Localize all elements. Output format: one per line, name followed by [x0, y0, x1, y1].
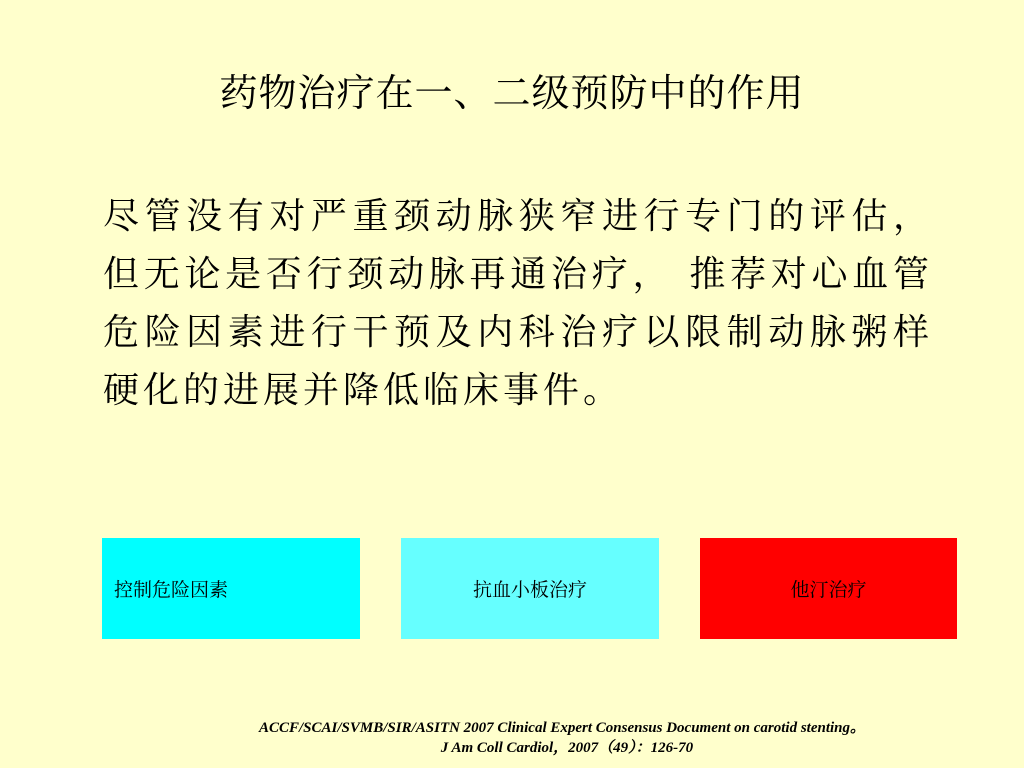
box-statin-therapy	[700, 538, 957, 639]
box-label: 控制危险因素	[114, 579, 229, 601]
box-antiplatelet-therapy	[401, 538, 659, 639]
citation-line-2: J Am Coll Cardiol，2007（49）：126-70	[440, 740, 694, 756]
citation	[0, 718, 1024, 758]
box-label: 他汀治疗	[790, 579, 867, 601]
slide-title: 药物治疗在一、二级预防中的作用	[219, 71, 805, 115]
slide-body-text: 尽管没有对严重颈动脉狭窄进行专门的评估， 但无论是否行颈动脉再通治疗， 推荐对心血管危险因素进行干预及内科治疗以限制动脉粥样硬化的进展并降低临床事件。	[103, 196, 933, 411]
box-label: 抗血小板治疗	[472, 579, 587, 601]
citation-line-1: ACCF/SCAI/SVMB/SIR/ASITN 2007 Clinical Expert Consensus Document on carotid stenting。	[259, 720, 865, 736]
box-control-risk-factors	[102, 538, 360, 639]
